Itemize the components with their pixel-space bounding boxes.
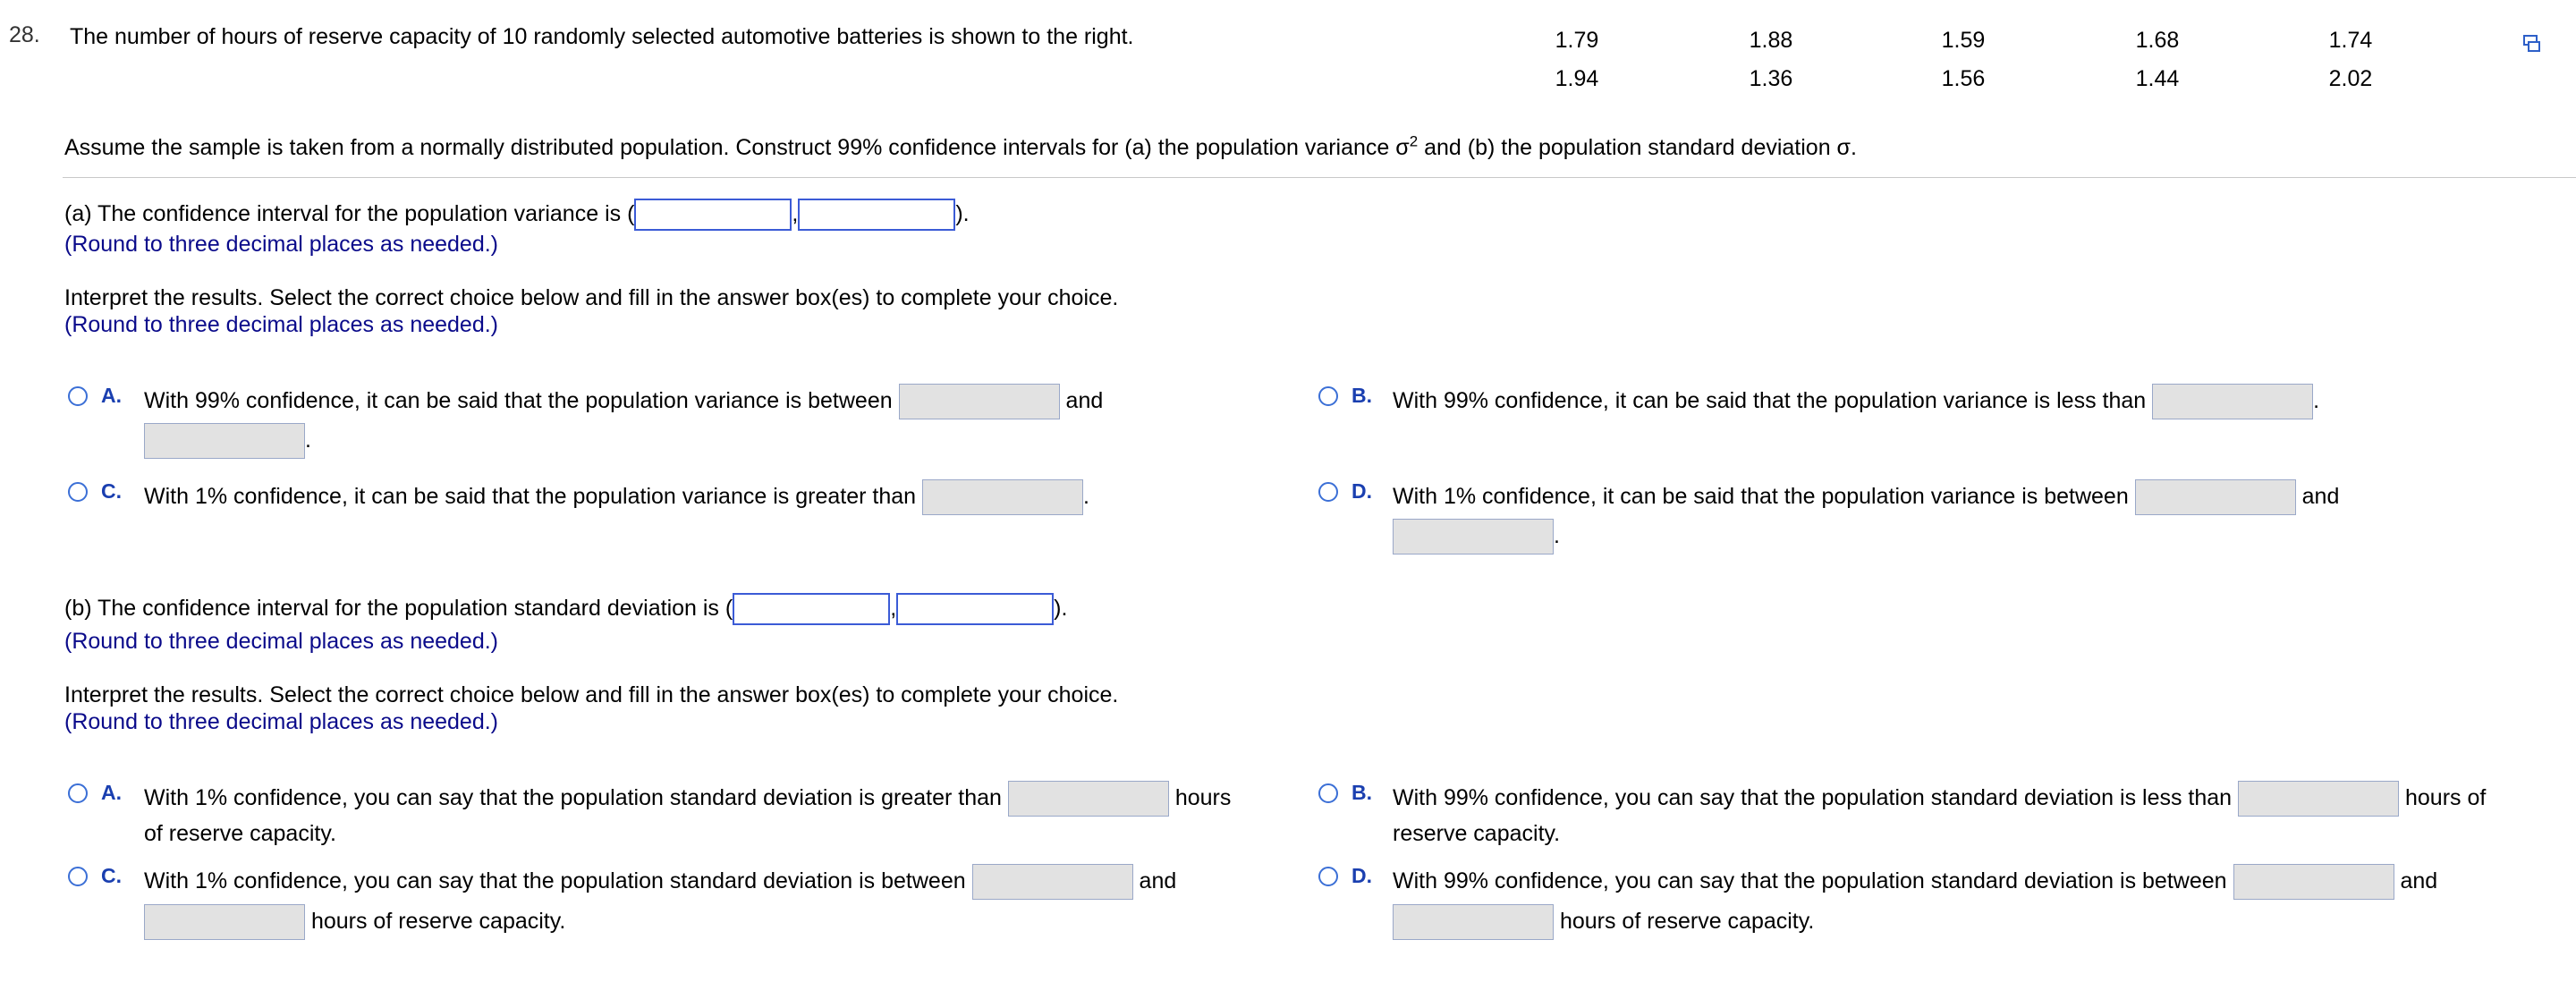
choice-b-c-letter: C. <box>101 864 122 887</box>
choice-b-c-input-2[interactable] <box>144 904 305 940</box>
choice-c-text: With 1% confidence, it can be said that the population variance is greater than . <box>144 478 1089 515</box>
choice-b-c-text: With 1% confidence, you can say that the population standard deviation is between and <box>144 863 1176 900</box>
choice-a-text: With 99% confidence, it can be said that the population variance is between and <box>144 383 1103 419</box>
round-note: (Round to three decimal places as needed.) <box>64 312 499 337</box>
data-cell: 1.94 <box>1555 66 1599 91</box>
choice-b-b-letter: B. <box>1352 781 1372 804</box>
choice-a-radio[interactable] <box>68 386 88 406</box>
part-a-ci-line: (a) The confidence interval for the population variance is ( , ). <box>64 198 970 231</box>
choice-b-d-input-1[interactable] <box>2233 864 2394 900</box>
choice-b-a-text: With 1% confidence, you can say that the population standard deviation is greater than hours <box>144 780 1231 817</box>
divider <box>63 177 2576 178</box>
choice-b-c-radio[interactable] <box>68 867 88 886</box>
round-note: (Round to three decimal places as needed.) <box>64 709 499 734</box>
question-number: 28. <box>9 22 40 47</box>
data-cell: 1.79 <box>1555 28 1599 53</box>
part-b-ci-line: (b) The confidence interval for the population standard deviation is ( , ). <box>64 592 1067 625</box>
choice-b-b-line2: reserve capacity. <box>1393 821 1561 846</box>
choice-b-d-radio[interactable] <box>1318 867 1338 886</box>
data-cell: 1.74 <box>2328 28 2373 53</box>
choice-b-d-letter: D. <box>1352 864 1372 887</box>
copy-data-icon[interactable] <box>2522 34 2542 54</box>
round-note: (Round to three decimal places as needed.) <box>64 629 499 654</box>
question-intro: The number of hours of reserve capacity of 10 randomly selected automotive batteries is shown to the right. <box>70 24 1134 49</box>
choice-b-d-input-2[interactable] <box>1393 904 1554 940</box>
choice-c-radio[interactable] <box>68 482 88 502</box>
data-cell: 1.44 <box>2135 66 2180 91</box>
choice-b-b-input[interactable] <box>2238 781 2399 817</box>
choice-b-input[interactable] <box>2152 384 2313 419</box>
choice-b-c-input-1[interactable] <box>972 864 1133 900</box>
data-cell: 1.68 <box>2135 28 2180 53</box>
choice-b-c-line2: hours of reserve capacity. <box>144 903 565 940</box>
variance-lower-input[interactable] <box>634 199 792 231</box>
choice-b-d-line2: hours of reserve capacity. <box>1393 903 1814 940</box>
choice-a-input-1[interactable] <box>899 384 1060 419</box>
data-cell: 1.88 <box>1749 28 1793 53</box>
choice-d-input-2[interactable] <box>1393 519 1554 555</box>
choice-b-a-radio[interactable] <box>68 783 88 803</box>
choice-a-input-2[interactable] <box>144 423 305 459</box>
choice-d-line2: . <box>1393 518 1560 555</box>
data-cell: 2.02 <box>2328 66 2373 91</box>
choice-d-letter: D. <box>1352 479 1372 503</box>
choice-d-input-1[interactable] <box>2135 479 2296 515</box>
interpret-instruction: Interpret the results. Select the correct choice below and fill in the answer box(es) to complete your choice. <box>64 285 1119 310</box>
choice-b-a-line2: of reserve capacity. <box>144 821 336 846</box>
assume-statement: Assume the sample is taken from a normally distributed population. Construct 99% confidence intervals for (a) the population variance $\sigma^2$ and (b) the population standard deviation σ. <box>64 132 1857 160</box>
choice-b-a-letter: A. <box>101 781 122 804</box>
data-cell: 1.59 <box>1941 28 1986 53</box>
choice-c-letter: C. <box>101 479 122 503</box>
variance-upper-input[interactable] <box>798 199 955 231</box>
stddev-upper-input[interactable] <box>896 593 1054 625</box>
choice-d-text: With 1% confidence, it can be said that the population variance is between and <box>1393 478 2339 515</box>
choice-b-b-radio[interactable] <box>1318 783 1338 803</box>
choice-a-letter: A. <box>101 384 122 407</box>
choice-b-b-text: With 99% confidence, you can say that the population standard deviation is less than hours of <box>1393 780 2486 817</box>
choice-b-radio[interactable] <box>1318 386 1338 406</box>
data-cell: 1.36 <box>1749 66 1793 91</box>
data-cell: 1.56 <box>1941 66 1986 91</box>
choice-c-input[interactable] <box>922 479 1083 515</box>
choice-b-a-input[interactable] <box>1008 781 1169 817</box>
choice-b-d-text: With 99% confidence, you can say that the population standard deviation is between and <box>1393 863 2437 900</box>
round-note: (Round to three decimal places as needed.) <box>64 232 499 257</box>
choice-b-letter: B. <box>1352 384 1372 407</box>
choice-d-radio[interactable] <box>1318 482 1338 502</box>
choice-a-line2: . <box>144 422 311 459</box>
choice-b-text: With 99% confidence, it can be said that the population variance is less than . <box>1393 383 2319 419</box>
stddev-lower-input[interactable] <box>733 593 890 625</box>
interpret-instruction: Interpret the results. Select the correct choice below and fill in the answer box(es) to complete your choice. <box>64 682 1119 707</box>
